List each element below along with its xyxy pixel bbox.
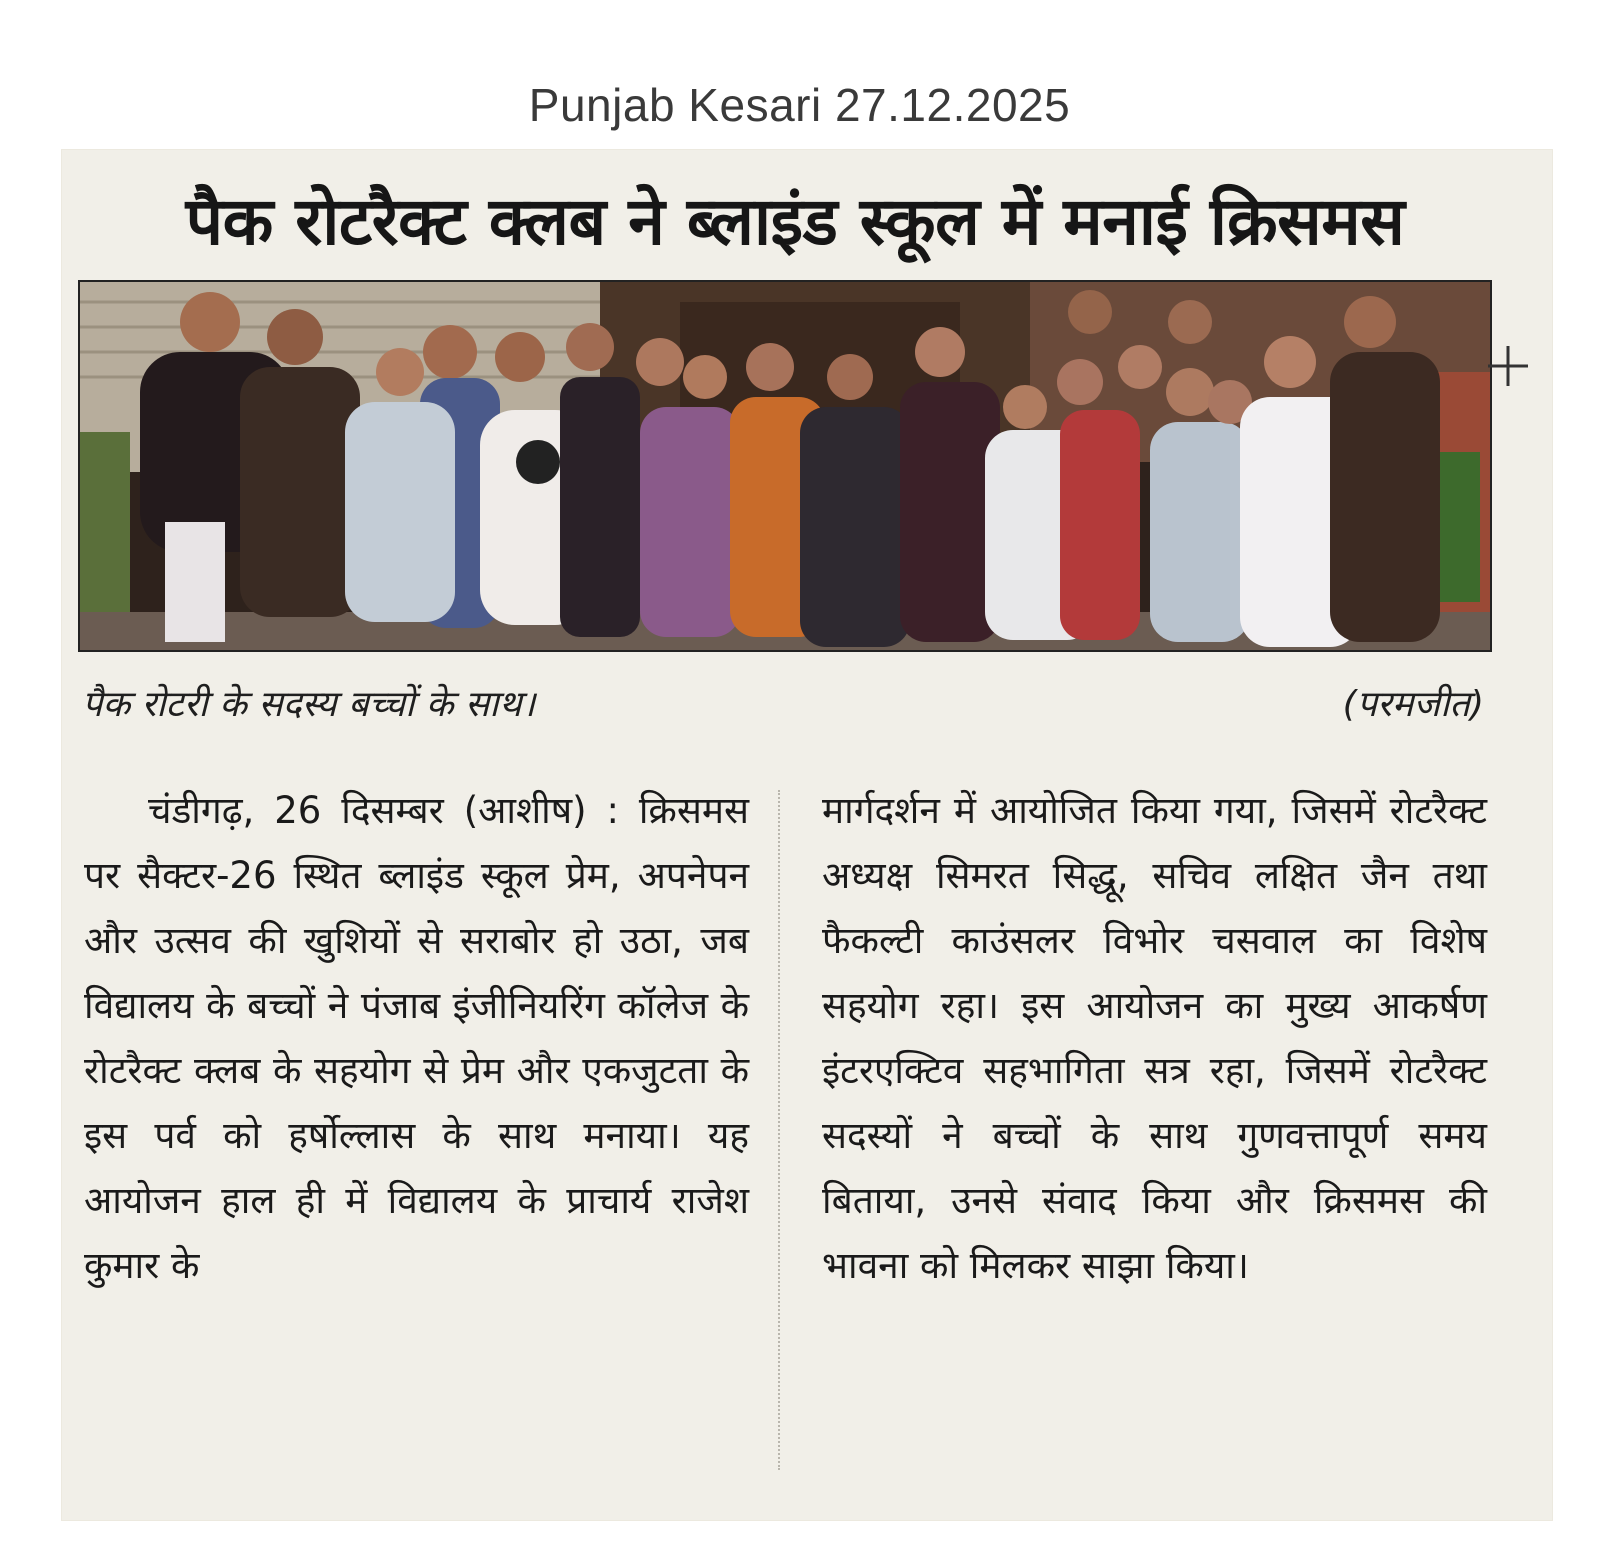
column-divider xyxy=(778,790,780,1470)
article-column-right xyxy=(822,778,1487,1298)
source-dateline: Punjab Kesari 27.12.2025 xyxy=(528,79,1071,131)
registration-mark-icon xyxy=(1488,346,1528,386)
photo-caption: पैक रोटरी के सदस्य बच्चों के साथ। xyxy=(82,684,536,725)
article-body-left: चंडीगढ़, 26 दिसम्बर (आशीष) : क्रिसमस पर सैक्टर-26 स्थित ब्लाइंड स्कूल प्रेम, अपनेपन और उत्सव की खुशियों से सराबोर हो उठा, जब विद्यालय के बच्चों ने पंजाब इंजीनियरिंग कॉलेज के रोटरैक्ट क्लब के सहयोग से प्रेम और एकजुटता के इस पर्व को हर्षोल्लास के साथ मनाया। यह आयोजन हाल ही में विद्यालय के प्राचार्य राजेश कुमार के xyxy=(84,789,749,1287)
article-column-left xyxy=(84,778,749,1298)
group-photo xyxy=(78,280,1492,652)
photo-credit: (परमजीत) xyxy=(1342,684,1484,725)
article-body-right: मार्गदर्शन में आयोजित किया गया, जिसमें रोटरैक्ट अध्यक्ष सिमरत सिद्धू, सचिव लक्षित जैन तथा फैकल्टी काउंसलर विभोर चसवाल का विशेष सहयोग रहा। इस आयोजन का मुख्य आकर्षण इंटरएक्टिव सहभागिता सत्र रहा, जिसमें रोटरैक्ट सदस्यों ने बच्चों के साथ गुणवत्तापूर्ण समय बिताया, उनसे संवाद किया और क्रिसमस की भावना को मिलकर साझा किया। xyxy=(822,789,1487,1287)
article-headline: पैक रोटरैक्ट क्लब ने ब्लाइंड स्कूल में मनाई क्रिसमस xyxy=(185,183,1405,260)
photo-caption-row xyxy=(82,678,1492,732)
